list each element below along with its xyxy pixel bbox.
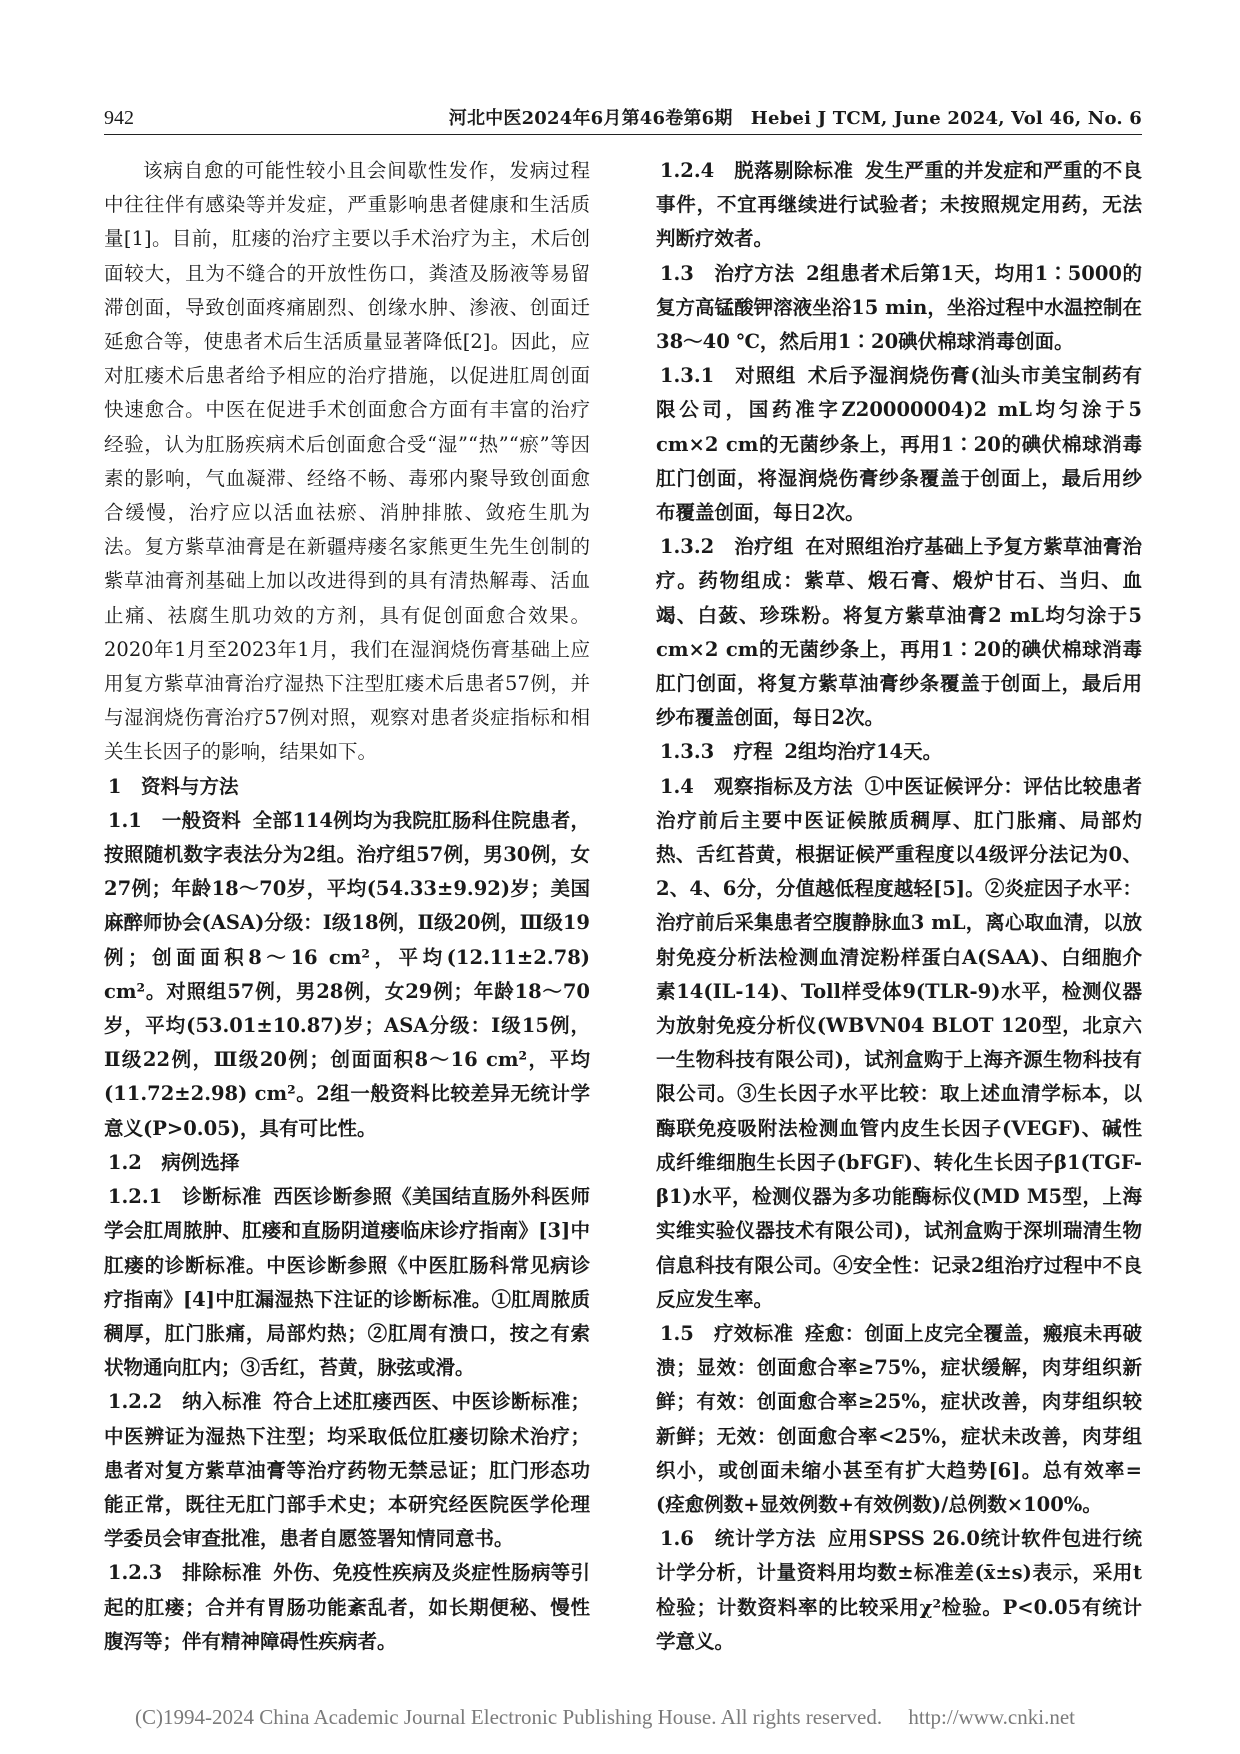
section-1-4-label: 1.4 观察指标及方法: [659, 774, 853, 798]
section-1-3-2: [656, 530, 1142, 735]
copyright-footer: (C)1994-2024 China Academic Journal Electronic Publishing House. All rights reserved. http://www.cnki.net: [135, 1705, 1075, 1729]
section-1-2-1-label: 1.2.1 诊断标准: [107, 1185, 262, 1209]
section-1-2-4-label: 1.2.4 脱落剔除标准: [659, 159, 854, 182]
section-1-1-label: 1.1 一般资料: [107, 808, 241, 832]
section-1-2-2-label: 1.2.2 纳入标准: [107, 1390, 262, 1414]
section-1-2-heading: 1.2 病例选择: [107, 1150, 240, 1174]
section-1-3-2-label: 1.3.2 治疗组: [659, 535, 794, 559]
section-1-5-text: 痊愈：创面上皮完全覆盖，瘢痕未再破溃；显效：创面愈合率≥75%，症状缓解，肉芽组织新鲜；有效：创面愈合率≥25%，症状改善，肉芽组织较新鲜；无效：创面愈合率<25%，症状未改善，肉芽组织小，或创面未缩小甚至有扩大趋势[6]。总有效率=(痊愈例数+显效例数+有效例数)/总例数×100%。: [656, 1321, 1142, 1516]
journal-citation: 河北中医2024年6月第46卷第6期 Hebei J TCM, June 2024, Vol 46, No. 6: [448, 108, 1142, 129]
section-1-2-3: [104, 1556, 590, 1659]
section-1-3-3: [656, 735, 1142, 769]
running-header: [104, 100, 1142, 135]
section-1-6: [656, 1522, 1142, 1659]
section-1-2-2-text: 符合上述肛瘘西医、中医诊断标准；中医辨证为湿热下注型；均采取低位肛瘘切除术治疗；患者对复方紫草油膏等治疗药物无禁忌证；肛门形态功能正常，既往无肛门部手术史；本研究经医院医学伦理学委员会审查批准，患者自愿签署知情同意书。: [104, 1390, 590, 1551]
section-1-3-label: 1.3 治疗方法: [659, 261, 795, 285]
section-1-5: [656, 1317, 1142, 1522]
section-1-1: [104, 804, 590, 1146]
section-1-1-text: 全部114例均为我院肛肠科住院患者，按照随机数字表法分为2组。治疗组57例，男30例，女27例；年龄18～70岁，平均(54.33±9.92)岁；美国麻醉师协会(ASA)分级：Ⅰ级18例，Ⅱ级20例，Ⅲ级19例；创面面积8～16 cm²，平均(12.11±2.78) cm²。对照组57例，男28例，女29例；年龄18～70岁，平均(53.01±10.87)岁；ASA分级：Ⅰ级15例，Ⅱ级22例，Ⅲ级20例；创面面积8～16 cm²，平均(11.72±2.98) cm²。2组一般资料比较差异无统计学意义(P>0.05)，具有可比性。: [104, 808, 591, 1140]
section-1-3-1-label: 1.3.1 对照组: [659, 364, 797, 388]
section-1-2-4-text: 发生严重的并发症和严重的不良事件，不宜再继续进行试验者；未按照规定用药，无法判断疗效者。: [656, 159, 1142, 251]
section-1-2-1-text: 西医诊断参照《美国结直肠外科医师学会肛周脓肿、肛瘘和直肠阴道瘘临床诊疗指南》[3]中肛瘘的诊断标准。中医诊断参照《中医肛肠科常见病诊疗指南》[4]中肛漏湿热下注证的诊断标准。①肛周脓质稠厚，肛门胀痛，局部灼热；②肛周有溃口，按之有索状物通向肛内；③舌红，苔黄，脉弦或滑。: [104, 1185, 590, 1380]
section-1-3-1: [656, 359, 1142, 530]
section-1-3: [656, 257, 1142, 360]
section-1-4: [656, 770, 1142, 1317]
section-1-6-text: 应用SPSS 26.0统计软件包进行统计学分析，计量资料用均数±标准差(x̄±s)表示，采用t检验；计数资料率的比较采用χ²检验。P<0.05有统计学意义。: [656, 1527, 1142, 1653]
section-1-2-3-label: 1.2.3 排除标准: [107, 1561, 262, 1585]
right-column: [656, 154, 1142, 1659]
intro-paragraph: 该病自愈的可能性较小且会间歇性发作，发病过程中往往伴有感染等并发症，严重影响患者健康和生活质量[1]。目前，肛瘘的治疗主要以手术治疗为主，术后创面较大，且为不缝合的开放性伤口，粪渣及肠液等易留滞创面，导致创面疼痛剧烈、创缘水肿、渗液、创面迁延愈合等，使患者术后生活质量显著降低[2]。因此，应对肛瘘术后患者给予相应的治疗措施，以促进肛周创面快速愈合。中医在促进手术创面愈合方面有丰富的治疗经验，认为肛肠疾病术后创面愈合受“湿”“热”“瘀”等因素的影响，气血凝滞、经络不畅、毒邪内聚导致创面愈合缓慢，治疗应以活血祛瘀、消肿排脓、敛疮生肌为法。复方紫草油膏是在新疆痔瘘名家熊更生先生创制的紫草油膏剂基础上加以改进得到的具有清热解毒、活血止痛、祛腐生肌功效的方剂，具有促创面愈合效果。2020年1月至2023年1月，我们在湿润烧伤膏基础上应用复方紫草油膏治疗湿热下注型肛瘘术后患者57例，并与湿润烧伤膏治疗57例对照，观察对患者炎症指标和相关生长因子的影响，结果如下。: [104, 159, 590, 764]
left-column: [104, 154, 590, 1659]
section-1-3-3-text: 2组均治疗14天。: [784, 740, 943, 764]
section-1-3-2-text: 在对照组治疗基础上予复方紫草油膏治疗。药物组成：紫草、煅石膏、煅炉甘石、当归、血竭、白蔹、珍珠粉。将复方紫草油膏2 mL均匀涂于5 cm×2 cm的无菌纱条上，再用1∶20的碘伏棉球消毒肛门创面，将复方紫草油膏纱条覆盖于创面上，最后用纱布覆盖创面，每日2次。: [656, 535, 1142, 730]
section-1-2-4: [656, 154, 1142, 257]
section-1-2-1: [104, 1180, 590, 1385]
section-1-4-text: ①中医证候评分：评估比较患者治疗前后主要中医证候脓质稠厚、肛门胀痛、局部灼热、舌红苔黄，根据证候严重程度以4级评分法记为0、2、4、6分，分值越低程度越轻[5]。②炎症因子水平：治疗前后采集患者空腹静脉血3 mL，离心取血清，以放射免疫分析法检测血清淀粉样蛋白A(SAA)、白细胞介素14(IL-14)、Toll样受体9(TLR-9)水平，检测仪器为放射免疫分析仪(WBVN04 BLOT 120型，北京六一生物科技有限公司)，试剂盒购于上海齐源生物科技有限公司。③生长因子水平比较：取上述血清学标本，以酶联免疫吸附法检测血管内皮生长因子(VEGF)、碱性成纤维细胞生长因子(bFGF)、转化生长因子β1(TGF-β1)水平，检测仪器为多功能酶标仪(MD M5型，上海实维实验仪器技术有限公司)，试剂盒购于深圳瑞清生物信息科技有限公司。④安全性：记录2组治疗过程中不良反应发生率。: [656, 774, 1142, 1311]
section-1-6-label: 1.6 统计学方法: [659, 1527, 817, 1551]
page-number: 942: [104, 107, 134, 129]
section-1-2-3-text: 外伤、免疫性疾病及炎症性肠病等引起的肛瘘；合并有胃肠功能紊乱者，如长期便秘、慢性腹泻等；伴有精神障碍性疾病者。: [104, 1561, 590, 1653]
section-1-2-2: [104, 1385, 590, 1556]
section-1-5-label: 1.5 疗效标准: [659, 1321, 794, 1345]
section-1-heading: 1 资料与方法: [107, 774, 239, 798]
section-1-3-1-text: 术后予湿润烧伤膏(汕头市美宝制药有限公司，国药准字Z20000004)2 mL均匀涂于5 cm×2 cm的无菌纱条上，再用1∶20的碘伏棉球消毒肛门创面，将湿润烧伤膏纱条覆盖于创面上，最后用纱布覆盖创面，每日2次。: [656, 364, 1142, 525]
section-1-3-text: 2组患者术后第1天，均用1∶5000的复方高锰酸钾溶液坐浴15 min，坐浴过程中水温控制在38～40 ℃，然后用1∶20碘伏棉球消毒创面。: [656, 261, 1142, 354]
section-1-3-3-label: 1.3.3 疗程: [659, 740, 773, 764]
